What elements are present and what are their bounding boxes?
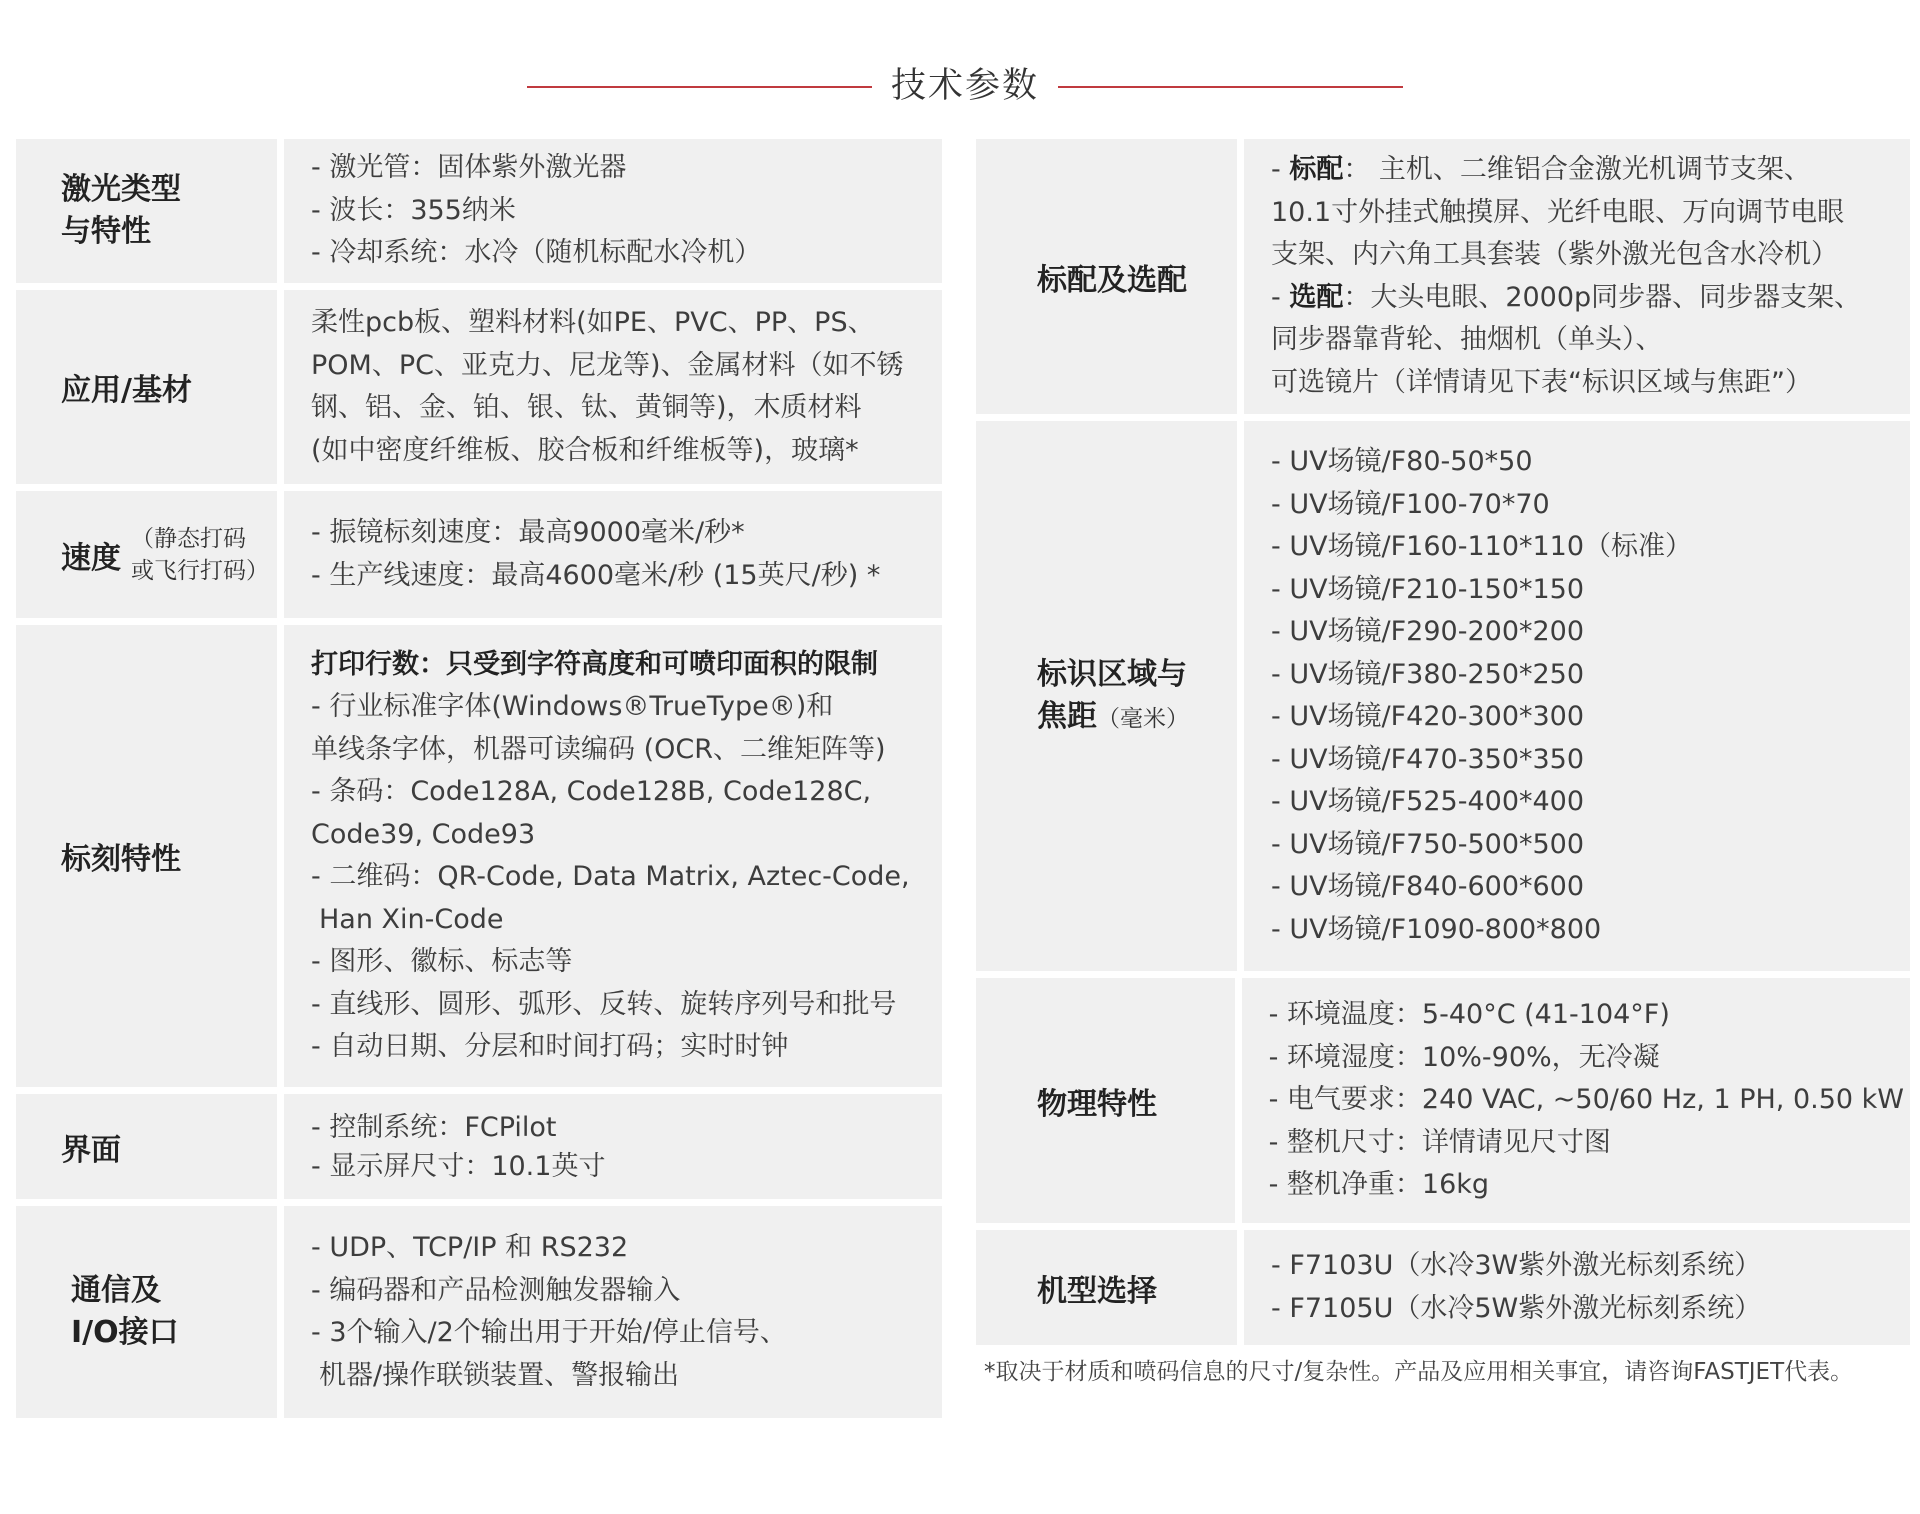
row-content-laser-type: - 激光管：固体紫外激光器 - 波长：355纳米 - 冷却系统：水冷（随机标配水冷机）	[284, 139, 942, 283]
list-item: - UV场镜/F840-600*600	[1271, 871, 1585, 902]
row-laser-type	[16, 139, 942, 283]
row-lens	[976, 421, 1910, 971]
row-content-lens	[1244, 421, 1910, 971]
row-marking	[16, 625, 942, 1087]
section-title	[0, 58, 1920, 118]
row-content-speed: - 振镜标刻速度：最高9000毫米/秒* - 生产线速度：最高4600毫米/秒 (15英尺/秒) *	[284, 491, 942, 618]
list-item: - UV场镜/F100-70*70	[1271, 488, 1550, 520]
row-label-physical: 物理特性	[976, 978, 1235, 1223]
title-divider-left	[527, 86, 872, 88]
row-content-interface: - 控制系统：FCPilot - 显示屏尺寸：10.1英寸	[284, 1094, 942, 1199]
standard-config-key: 标配	[1289, 154, 1344, 185]
row-interface	[16, 1094, 942, 1199]
row-label-interface: 界面	[16, 1094, 277, 1199]
row-content-communication: - UDP、TCP/IP 和 RS232 - 编码器和产品检测触发器输入 - 3个输入/2个输出用于开始/停止信号、 机器/操作联锁装置、警报输出	[284, 1206, 942, 1418]
row-content-models: - F7103U（水冷3W紫外激光标刻系统） - F7105U（水冷5W紫外激光标刻系统）	[1244, 1230, 1910, 1345]
list-item: - UV场镜/F470-350*350	[1271, 743, 1585, 775]
spec-table-right	[976, 139, 1910, 1345]
row-application	[16, 290, 942, 484]
row-speed	[16, 491, 942, 618]
row-label-speed: 速度 （静态打码 或飞行打码）	[16, 491, 277, 618]
list-item: - UV场镜/F525-400*400	[1271, 786, 1585, 817]
row-label-lens: 标识区域与 焦距（毫米）	[976, 421, 1237, 971]
row-label-models: 机型选择	[976, 1230, 1237, 1345]
row-communication	[16, 1206, 942, 1418]
row-content-marking: 打印行数：只受到字符高度和可喷印面积的限制 - 行业标准字体(Windows®TrueType®)和 单线条字体，机器可读编码 (OCR、二维矩阵等) - 条码：Code128A, Code128B, Code128C, Code39, Code93 - 二维码：QR-Code, Data Matrix, Aztec-Code, Han Xin-Code - 图形、徽标、标志等 - 直线形、圆形、弧形、反转、旋转序列号和批号 - 自动日期、分层和时间打码；实时时钟	[284, 625, 942, 1087]
list-item: - UV场镜/F160-110*110（标准）	[1271, 531, 1693, 562]
row-models	[976, 1230, 1910, 1345]
list-item: - UV场镜/F80-50*50	[1271, 446, 1533, 477]
row-label-laser-type: 激光类型 与特性	[16, 139, 277, 283]
title-divider-right	[1058, 86, 1403, 88]
row-physical	[976, 978, 1910, 1223]
row-configuration	[976, 139, 1910, 414]
list-item: - UV场镜/F1090-800*800	[1271, 913, 1602, 945]
list-item: - UV场镜/F420-300*300	[1271, 701, 1585, 732]
row-label-marking: 标刻特性	[16, 625, 277, 1087]
row-content-application: 柔性pcb板、塑料材料(如PE、PVC、PP、PS、 POM、PC、亚克力、尼龙等)、金属材料（如不锈 钢、铝、金、铂、银、钛、黄铜等)，木质材料 (如中密度纤维板、胶合板和纤维板等)，玻璃*	[284, 290, 942, 484]
row-label-communication: 通信及 I/O接口	[16, 1206, 277, 1418]
spec-table-left	[16, 139, 942, 1418]
list-item: - UV场镜/F380-250*250	[1271, 658, 1585, 690]
list-item: - UV场镜/F210-150*150	[1271, 573, 1585, 605]
row-label-configuration: 标配及选配	[976, 139, 1237, 414]
list-item: - UV场镜/F290-200*200	[1271, 616, 1585, 647]
optional-config-key: 选配	[1289, 281, 1344, 313]
page-title: 技术参数	[890, 66, 1039, 106]
row-content-physical: - 环境温度：5-40°C (41-104°F) - 环境湿度：10%-90%，无冷凝 - 电气要求：240 VAC, ~50/60 Hz, 1 PH, 0.50 kW - 整机尺寸：详情请见尺寸图 - 整机净重：16kg	[1242, 978, 1910, 1223]
list-item: - UV场镜/F750-500*500	[1271, 828, 1585, 860]
footnote: *取决于材质和喷码信息的尺寸/复杂性。产品及应用相关事宜，请咨询FASTJET代表。	[984, 1359, 1854, 1385]
row-label-application: 应用/基材	[16, 290, 277, 484]
row-content-configuration: - 标配： 主机、二维铝合金激光机调节支架、 10.1寸外挂式触摸屏、光纤电眼、万向调节电眼 支架、内六角工具套装（紫外激光包含水冷机） - 选配：大头电眼、2000p同步器、同步器支架、 同步器靠背轮、抽烟机（单头）、 可选镜片（详情请见下表“标识区域与焦距”）	[1244, 139, 1910, 414]
